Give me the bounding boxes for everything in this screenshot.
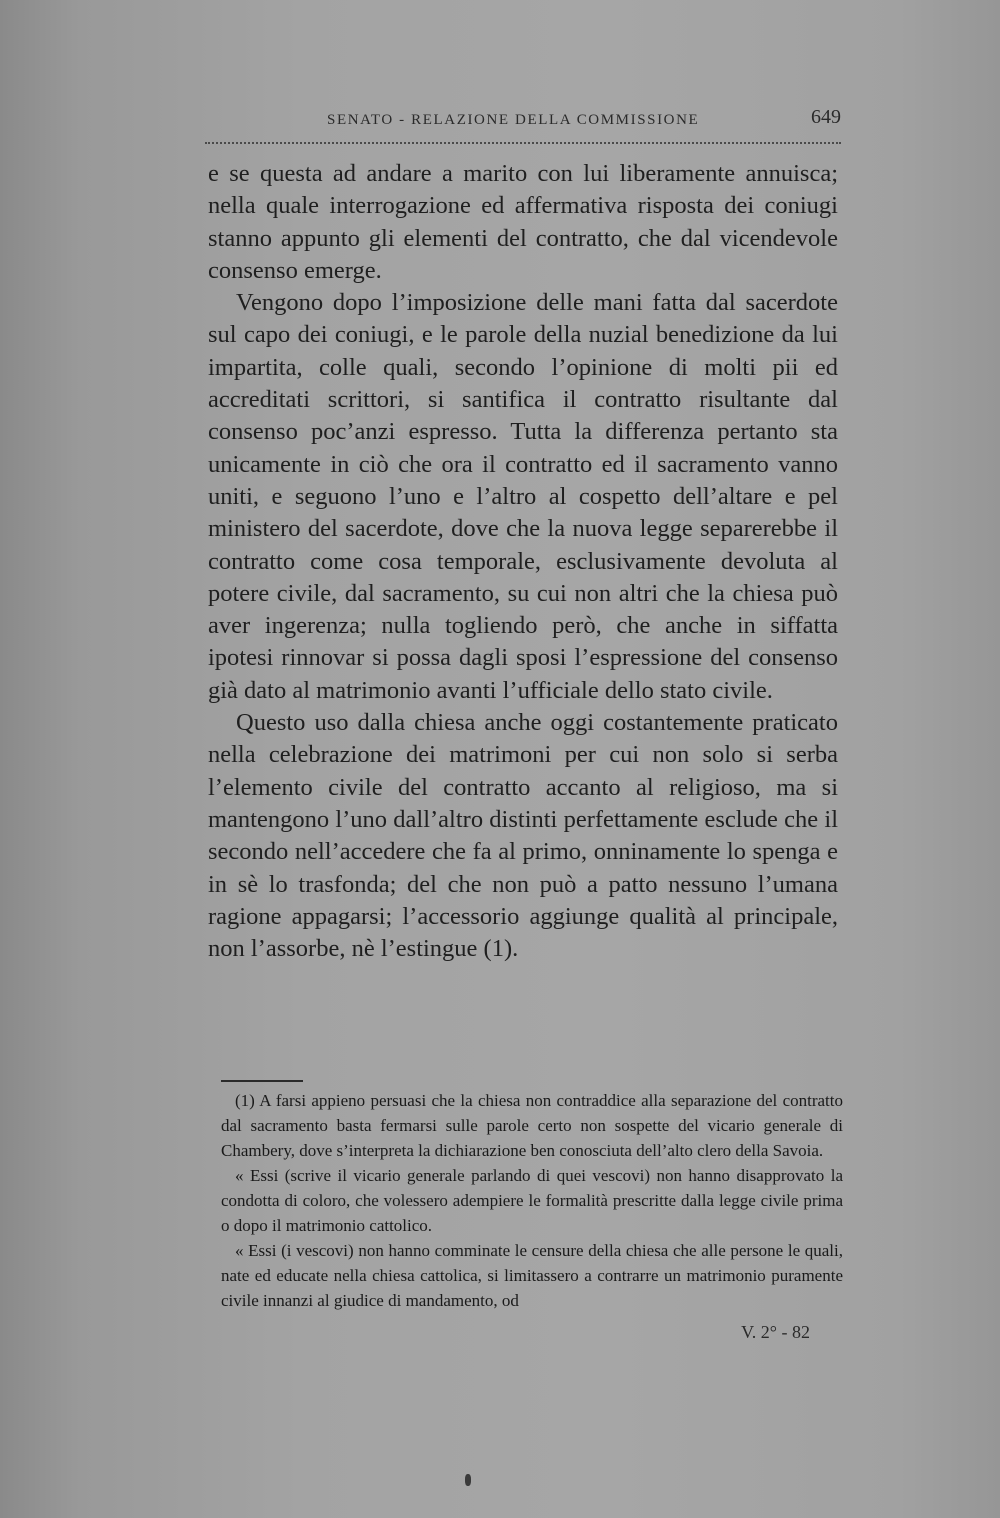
footnote-divider [221, 1080, 303, 1082]
page-number: 649 [811, 106, 841, 128]
paragraph: e se questa ad andare a marito con lui liberamente annuisca; nella quale interrogazione ed affermativa risposta dei coniugi stanno appunto gli elementi del contratto, che dal vicendevole consenso emerge. [208, 160, 838, 284]
footnote-continuation: « Essi (i vescovi) non hanno comminate le censure della chiesa che alle persone le quali, nate ed educate nella chiesa cattolica, si limitassero a contrarre un matrimonio puramente civile innanzi al giudice di mandamento, od [221, 1241, 843, 1310]
ink-speck [465, 1474, 471, 1486]
footnote: (1) A farsi appieno persuasi che la chiesa non contraddice alla separazione del contratto dal sacramento basta fermarsi sulle parole certo non sospette del vicario generale di Chambery, dove s’interpreta la dichiarazione ben conosciuta dell’alto clero della Savoia. [221, 1091, 843, 1160]
paragraph: Vengono dopo l’imposizione delle mani fatta dal sacerdote sul capo dei coniugi, e le parole della nuzial benedizione da lui impartita, colle quali, secondo l’opinione di molti pii ed accreditati scrittori, si santifica il contratto risultante dal consenso poc’anzi espresso. Tutta la differenza pertanto sta unicamente in ciò che ora il contratto ed il sacramento vanno uniti, e seguono l’uno e l’altro al cospetto dell’altare e pel ministero del sacerdote, dove che la nuova legge separerebbe il contratto come cosa temporale, esclusivamente devoluta al potere civile, dal sacramento, su cui non altri che la chiesa può aver ingerenza; nulla togliendo però, che anche in siffatta ipotesi rinnovar si possa dagli sposi l’espressione del consenso già dato al matrimonio avanti l’ufficiale dello stato civile. [208, 289, 838, 704]
footnote-continuation: « Essi (scrive il vicario generale parlando di quei vescovi) non hanno disapprovato la condotta di coloro, che volessero adempiere le formalità prescritte dalla legge civile prima o dopo il matrimonio cattolico. [221, 1166, 843, 1235]
paragraph: Questo uso dalla chiesa anche oggi costantemente praticato nella celebrazione dei matrimoni per cui non solo si serba l’elemento civile del contratto accanto al religioso, ma si mantengono l’uno dall’altro distinti perfettamente esclude che il secondo nell’accedere che fa al primo, onninamente lo spenga e in sè lo trasfonda; del che non può a patto nessuno l’umana ragione appagarsi; l’accessorio aggiunge qualità al principale, non l’assorbe, nè l’estingue (1). [208, 709, 838, 963]
page-header [205, 106, 841, 136]
signature-mark: V. 2° - 82 [741, 1322, 810, 1342]
body-text [208, 158, 838, 965]
footnotes [221, 1088, 843, 1313]
running-title: SENATO - RELAZIONE DELLA COMMISSIONE [327, 112, 700, 128]
header-divider [205, 142, 841, 144]
